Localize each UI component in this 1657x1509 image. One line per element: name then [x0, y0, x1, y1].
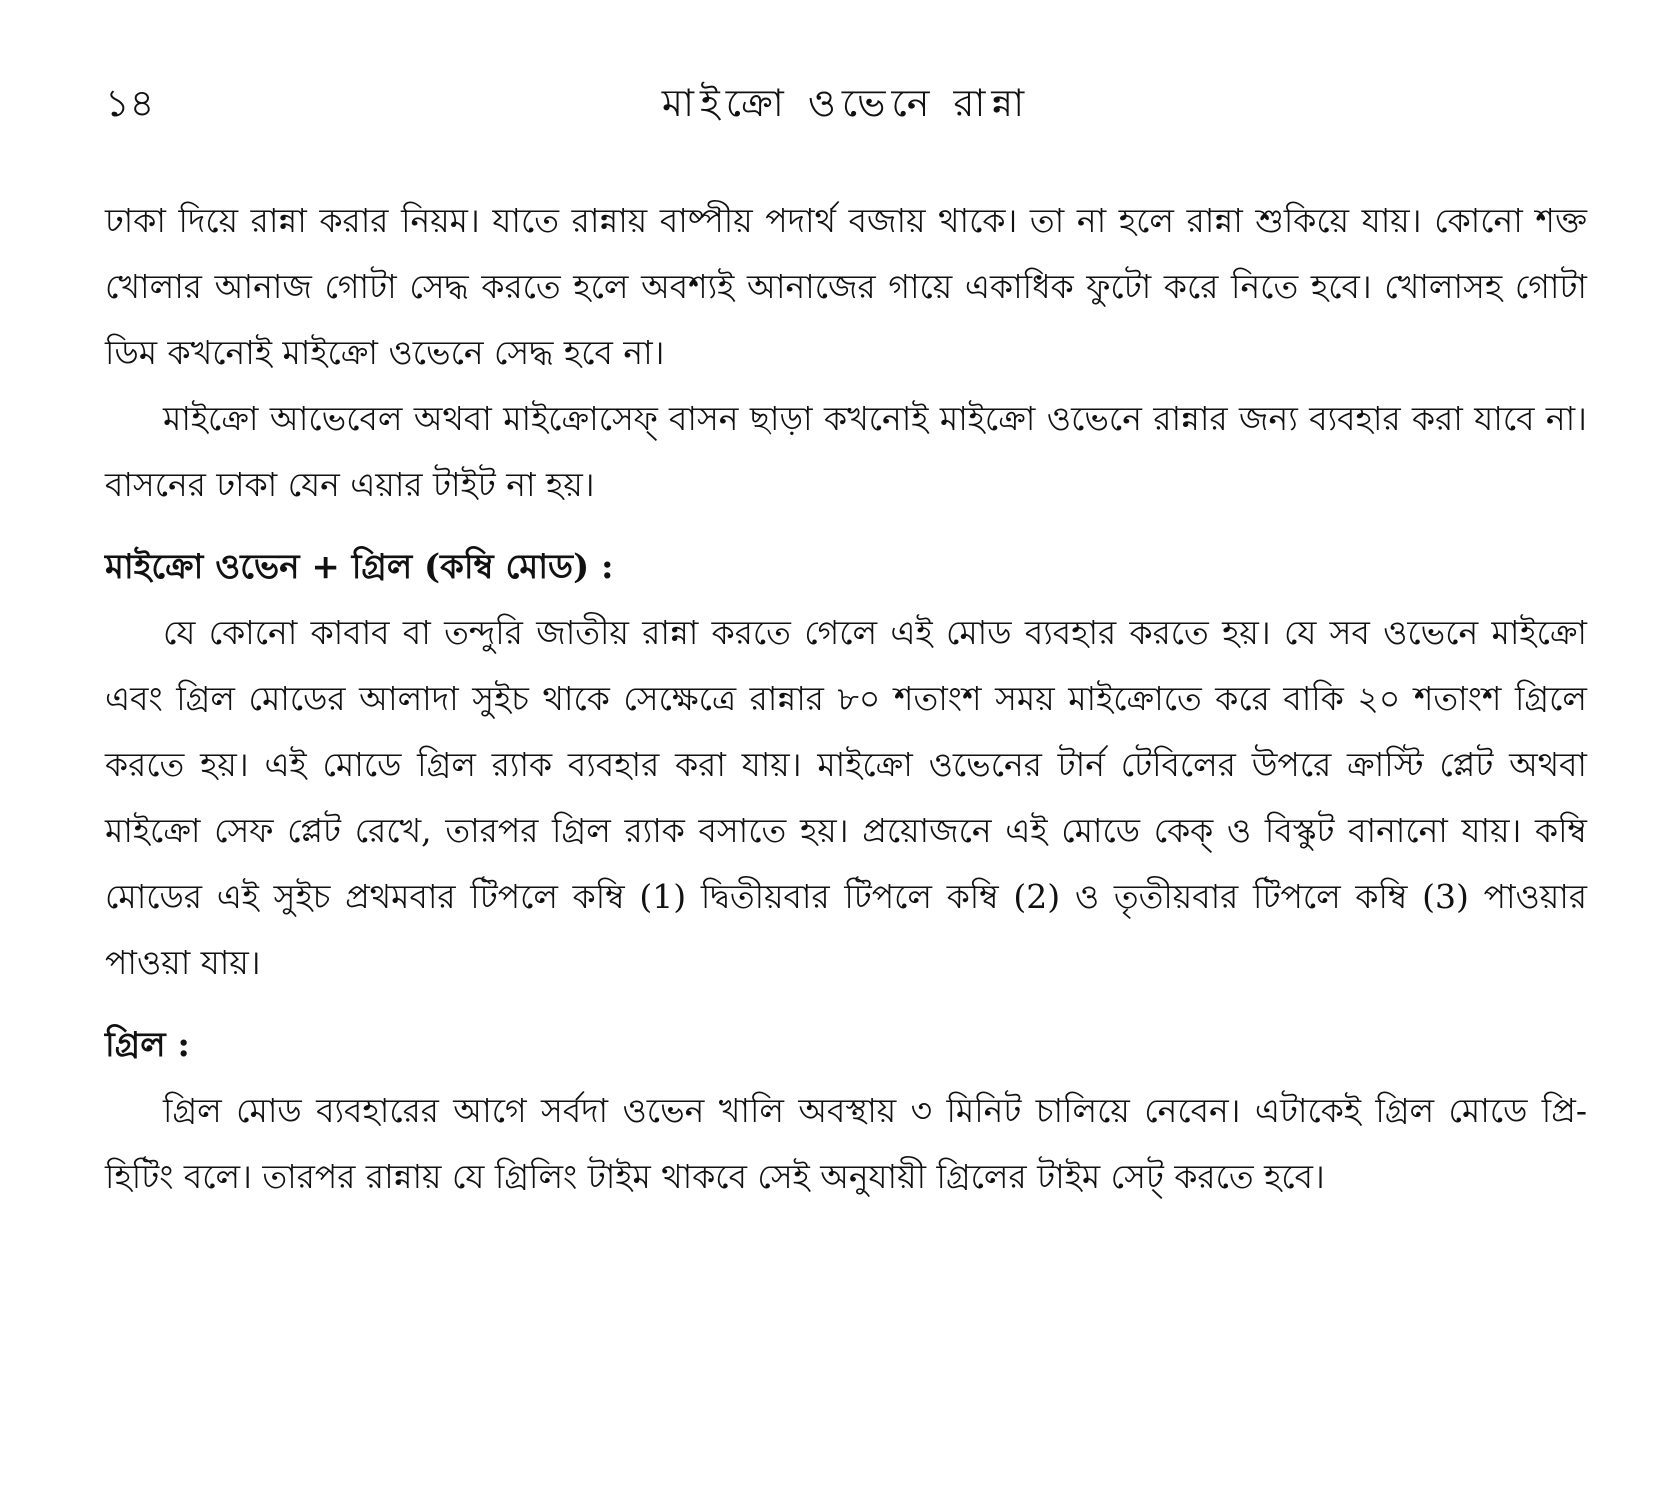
heading-combi-mode: মাইক্রো ওভেন + গ্রিল (কম্বি মোড) :: [105, 547, 614, 587]
page-number: ১৪: [105, 81, 155, 125]
heading-grill: গ্রিল :: [105, 1025, 190, 1065]
paragraph-combi-mode: যে কোনো কাবাব বা তন্দুরি জাতীয় রান্না করতে গেলে এই মোড ব্যবহার করতে হয়। যে সব ওভেনে মাইক্রো এবং গ্রিল মোডের আলাদা সুইচ থাকে সেক্ষেত্রে রান্নার ৮০ শতাংশ সময় মাইক্রোতে করে বাকি ২০ শতাংশ গ্রিলে করতে হয়। এই মোডে গ্রিল র‍্যাক ব্যবহার করা যায়। মাইক্রো ওভেনের টার্ন টেবিলের উপরে ক্রাস্টি প্লেট অথবা মাইক্রো সেফ প্লেট রেখে, তারপর গ্রিল র‍্যাক বসাতে হয়। প্রয়োজনে এই মোডে কেক্ ও বিস্কুট বানানো যায়। কম্বি মোডের এই সুইচ প্রথমবার টিপলে কম্বি (1) দ্বিতীয়বার টিপলে কম্বি (2) ও তৃতীয়বার টিপলে কম্বি (3) পাওয়ার পাওয়া যায়।: [105, 613, 1587, 982]
paragraph-grill: গ্রিল মোড ব্যবহারের আগে সর্বদা ওভেন খালি অবস্থায় ৩ মিনিট চালিয়ে নেবেন। এটাকেই গ্রিল মোডে প্রি-হিটিং বলে। তারপর রান্নায় যে গ্রিলিং টাইম থাকবে সেই অনুযায়ী গ্রিলের টাইম সেট্ করতে হবে।: [105, 1091, 1587, 1196]
running-title: মাইক্রো ওভেনে রান্না: [661, 81, 1031, 125]
page-header: [105, 70, 1587, 140]
page-content: [105, 188, 1587, 1210]
paragraph-microwave-safe-utensils: মাইক্রো আভেবেল অথবা মাইক্রোসেফ্ বাসন ছাড়া কখনোই মাইক্রো ওভেনে রান্নার জন্য ব্যবহার করা যাবে না। বাসনের ঢাকা যেন এয়ার টাইট না হয়।: [105, 399, 1587, 504]
paragraph-steam-cooking: ঢাকা দিয়ে রান্না করার নিয়ম। যাতে রান্নায় বাষ্পীয় পদার্থ বজায় থাকে। তা না হলে রান্না শুকিয়ে যায়। কোনো শক্ত খোলার আনাজ গোটা সেদ্ধ করতে হলে অবশ্যই আনাজের গায়ে একাধিক ফুটো করে নিতে হবে। খোলাসহ গোটা ডিম কখনোই মাইক্রো ওভেনে সেদ্ধ হবে না।: [105, 201, 1587, 372]
